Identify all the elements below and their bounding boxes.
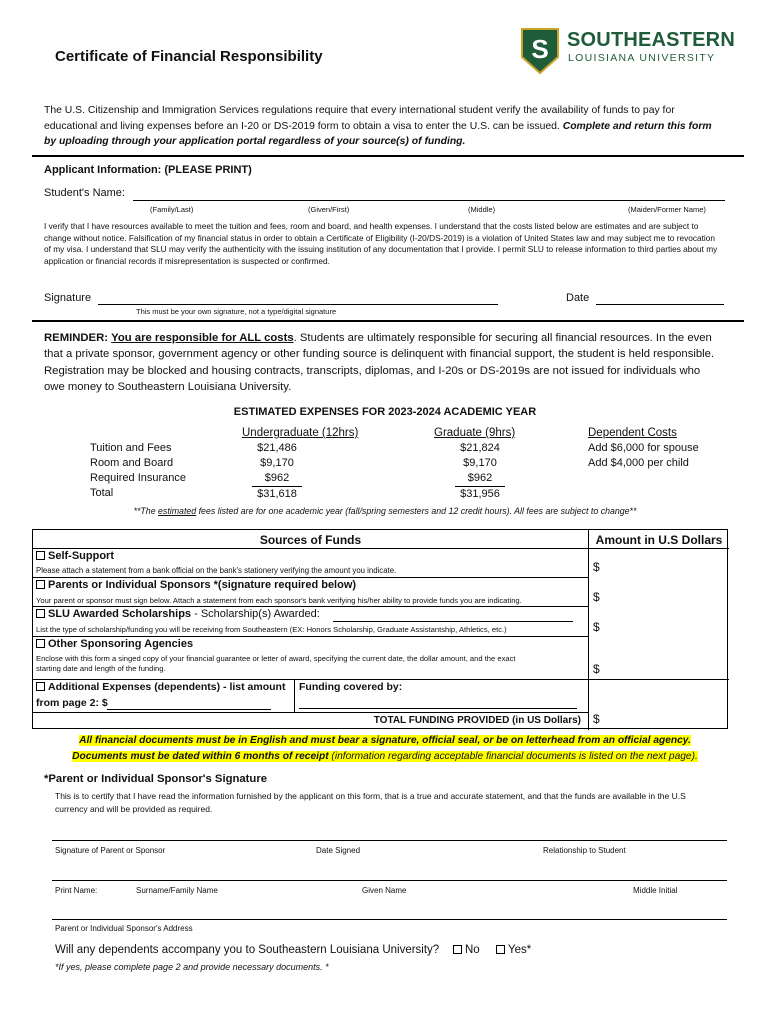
col-grad: Graduate (9hrs) [434,427,516,439]
additional-expenses-option[interactable]: Additional Expenses (dependents) - list amount [36,681,285,693]
additional-amount-line[interactable] [107,709,271,710]
checkbox[interactable] [36,609,45,618]
undergrad-value: $9,170 [260,457,294,469]
col-undergrad: Undergraduate (12hrs) [242,427,359,439]
dependent-spouse: Add $6,000 for spouse [588,442,699,454]
svg-text:S: S [531,34,549,64]
checkbox[interactable] [36,580,45,589]
university-logo [520,27,735,77]
date-label: Date [566,292,590,304]
dependents-yes-option[interactable]: Yes* [496,944,531,956]
expense-label: Room and Board [90,457,174,469]
reminder-underlined: You are responsible for ALL costs [111,332,294,344]
total-funding-label: TOTAL FUNDING PROVIDED (in US Dollars) [373,715,581,726]
grad-value: $962 [455,471,505,487]
self-support-desc: Please attach a statement from a bank official on the bank's stationery verifying the amount you indicate. [36,566,397,575]
reminder-paragraph [44,330,724,395]
amount-dollar[interactable]: $ [593,662,600,676]
parents-sponsor-desc: Your parent or sponsor must sign below. Attach a statement from each sponsor's bank verifying his/her ability to provide funds you are indicating. [36,596,522,605]
dependent-child: Add $4,000 per child [588,457,689,469]
checkbox[interactable] [36,551,45,560]
checkbox[interactable] [36,639,45,648]
dependents-no-option[interactable]: No [453,944,480,956]
amount-dollar[interactable]: $ [593,590,600,604]
sponsor-signature-line[interactable] [52,840,727,841]
sponsor-middle-label: Middle Initial [633,886,678,895]
col-dependent: Dependent Costs [588,427,677,439]
dependents-question: Will any dependents accompany you to Southeastern Louisiana University? [55,944,440,956]
expense-label: Tuition and Fees [90,442,172,454]
checkbox[interactable] [36,682,45,691]
notice-line-2: Documents must be dated within 6 months of receipt (information regarding acceptable financial documents is listed on the next page). [72,751,698,762]
col-amount: Amount in U.S Dollars [595,533,723,547]
sponsor-signature-label: Signature of Parent or Sponsor [55,846,166,855]
additional-from-page2: from page 2: $ [36,697,108,709]
slu-scholarship-desc: List the type of scholarship/funding you will be receiving from Southeastern (EX: Honors Scholarship, Graduate Assistantship, Athletics, etc.) [36,625,507,634]
total-amount-dollar[interactable]: $ [593,712,600,726]
reminder-text: . Students are ultimately responsible for securing all financial resources. In the even that a private sponsor, government agency or other funding source is delinquent with financial support, the student is held responsible. Registration may be blocked and housing contracts, transcripts, diplomas, and I-20s or DS-2019s are not issued for individuals who owe money to Southeastern Louisiana University. [44,332,715,393]
sponsor-address-label: Parent or Individual Sponsor's Address [55,924,193,933]
student-name-label: Student's Name: [44,187,125,199]
scholarship-line[interactable] [333,621,573,622]
slu-scholarship-option[interactable]: SLU Awarded Scholarships - Scholarship(s) Awarded: [36,608,320,620]
expense-label: Total [90,487,114,499]
sponsor-print-label: Print Name: [55,886,98,895]
expense-label: Required Insurance [90,472,187,484]
page-title: Certificate of Financial Responsibility [55,48,323,65]
amount-dollar[interactable]: $ [593,620,600,634]
undergrad-value: $962 [252,471,302,487]
date-line[interactable] [596,304,724,305]
other-agencies-option[interactable]: Other Sponsoring Agencies [36,638,193,650]
signature-line[interactable] [98,304,498,305]
sponsor-surname-label: Surname/Family Name [136,886,218,895]
sponsor-certify-text: This is to certify that I have read the information furnished by the applicant on this form, that is a true and accurate statement, and that the funds are available in the U.S currency and will be provided as required. [55,791,686,814]
logo-line-2: LOUISIANA UNIVERSITY [568,52,716,64]
certification-text: I verify that I have resources available to meet the tuition and fees, room and board, and health expenses. I understand that the costs listed below are estimates and are subject to change without notice. Falsification of my financial status in order to obtain a Certificate of Eligibility (I-20/DS-2019) is a violation of United States law and may subject me to revocation of my visa. I understand that SLU may verify the authenticity with the issuing institution of any documentation that I provide. I permit SLU to release information to third parties about my application or financial records if misrepresentation is suspected or confirmed. [44,221,718,266]
self-support-option[interactable]: Self-Support [36,550,114,562]
student-name-line[interactable] [133,200,725,201]
signature-note: This must be your own signature, not a type/digital signature [136,307,337,316]
name-part-middle: (Middle) [468,205,496,214]
applicant-heading: Applicant Information: (PLEASE PRINT) [44,164,252,176]
funding-covered-label: Funding covered by: [299,681,403,693]
undergrad-value: $31,618 [257,488,297,500]
intro-instruction: Complete and return this form by uploading through your application portal regardless of your source(s) of funding. [44,120,712,147]
intro-text: The U.S. Citizenship and Immigration Services regulations require that every international student verify the availability of funds to pay for educational and living expenses before an I-20 or DS-2019 form to obtain a visa to enter the U.S. can be issued. [44,105,675,132]
name-part-maiden: (Maiden/Former Name) [628,205,706,214]
amount-dollar[interactable]: $ [593,560,600,574]
logo-line-1: SOUTHEASTERN [567,29,735,51]
reminder-lead: REMINDER: [44,332,109,344]
name-part-family: (Family/Last) [150,205,194,214]
grad-value: $21,824 [460,442,500,454]
shield-logo-icon [520,27,560,75]
parents-sponsor-option[interactable]: Parents or Individual Sponsors *(signature required below) [36,579,356,591]
grad-value: $9,170 [463,457,497,469]
name-part-given: (Given/First) [308,205,350,214]
dependents-note: *If yes, please complete page 2 and provide necessary documents. * [55,962,329,972]
undergrad-value: $21,486 [257,442,297,454]
sponsor-relationship-label: Relationship to Student [543,846,626,855]
sponsor-heading: *Parent or Individual Sponsor's Signature [44,773,268,785]
expenses-heading: ESTIMATED EXPENSES FOR 2023-2024 ACADEMIC YEAR [233,406,537,418]
sponsor-print-name-line[interactable] [52,880,727,881]
funding-covered-line[interactable] [299,708,577,709]
expenses-note: **The estimated fees listed are for one academic year (fall/spring semesters and 12 credit hours). All fees are subject to change** [133,506,637,516]
notice-line-1: All financial documents must be in English and must bear a signature, official seal, or be on letterhead from an official agency. [79,735,691,746]
sponsor-address-line[interactable] [52,919,727,920]
sponsor-given-label: Given Name [362,886,407,895]
funds-table [32,529,728,729]
sponsor-date-label: Date Signed [316,846,361,855]
intro-paragraph [44,103,724,150]
signature-label: Signature [44,292,92,304]
checkbox[interactable] [453,945,462,954]
checkbox[interactable] [496,945,505,954]
grad-value: $31,956 [460,488,500,500]
other-agencies-desc: Enclose with this form a singed copy of your financial guarantee or letter of award, specifying the current date, the dollar amount, and the exact starting date and length of the funding. [36,654,516,673]
col-sources: Sources of Funds [259,533,362,547]
